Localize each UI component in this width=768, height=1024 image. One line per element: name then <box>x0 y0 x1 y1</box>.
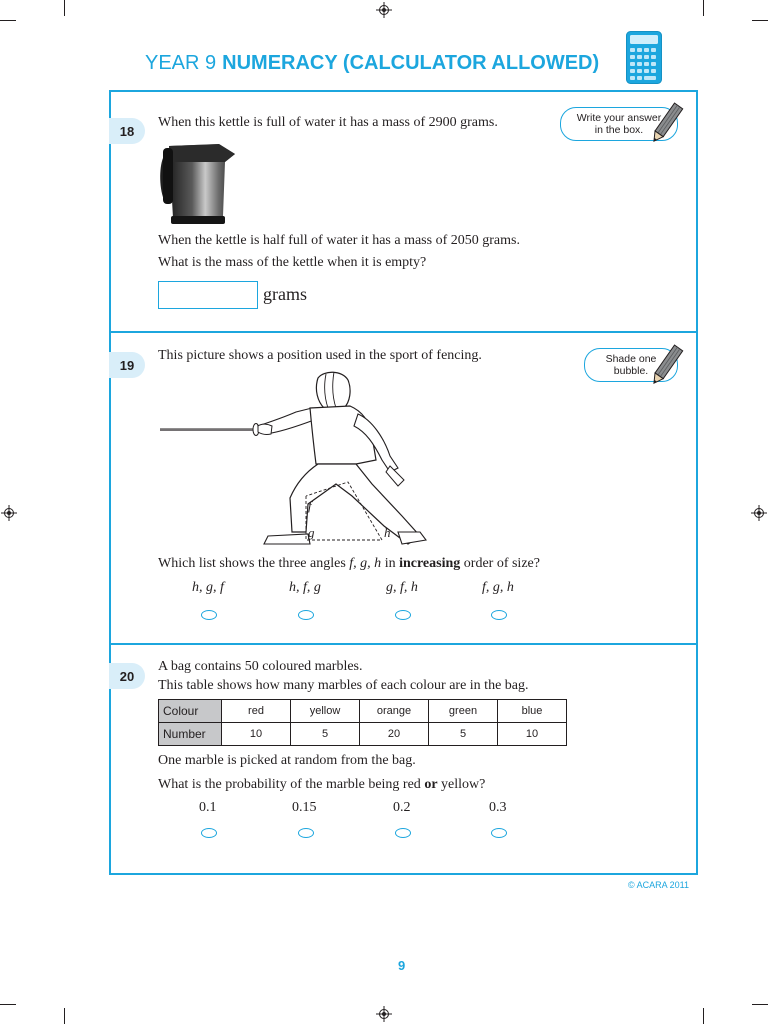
q19-option-d-label: f, g, h <box>482 580 514 595</box>
kettle-image <box>155 140 241 226</box>
question-mid: in <box>381 556 400 571</box>
q20-option-b-label: 0.15 <box>292 800 317 815</box>
angle-label-f: f <box>308 498 312 513</box>
pencil-icon <box>646 100 686 148</box>
q20-table-intro-text: This table shows how many marbles of each colour are in the bag. <box>158 678 529 693</box>
q19-intro-text: This picture shows a position used in the sport of fencing. <box>158 348 482 363</box>
q19-option-d-bubble[interactable] <box>491 610 507 620</box>
table-cell: 10 <box>498 723 567 746</box>
q20-option-b-bubble[interactable] <box>298 828 314 838</box>
page-title <box>145 52 599 75</box>
copyright-notice: © ACARA 2011 <box>628 880 690 890</box>
marbles-table <box>158 699 567 746</box>
subject-label: NUMERACY (CALCULATOR ALLOWED) <box>222 52 600 74</box>
table-cell: red <box>222 700 291 723</box>
question-vars: f, g, h <box>349 556 382 571</box>
calculator-icon <box>626 31 662 84</box>
question-number-20: 20 <box>109 663 145 689</box>
q19-option-a-bubble[interactable] <box>201 610 217 620</box>
registration-mark-icon <box>376 1006 392 1022</box>
instruction-line: bubble. <box>613 365 649 377</box>
q19-option-b-bubble[interactable] <box>298 610 314 620</box>
crop-mark <box>703 1008 704 1024</box>
crop-mark <box>64 0 65 16</box>
q19-option-c-label: g, f, h <box>386 580 418 595</box>
q18-intro-text: When this kettle is full of water it has a mass of 2900 grams. <box>158 115 498 130</box>
instruction-line: Write your answer <box>576 112 662 124</box>
q19-option-a-label: h, g, f <box>192 580 224 595</box>
question-bold: increasing <box>399 556 461 571</box>
table-cell: 10 <box>222 723 291 746</box>
q19-option-c-bubble[interactable] <box>395 610 411 620</box>
table-row-header: Colour <box>159 700 222 723</box>
crop-mark <box>752 20 768 21</box>
angle-label-h: h <box>384 525 391 540</box>
table-cell: orange <box>360 700 429 723</box>
question-suffix: order of size? <box>460 556 540 571</box>
angle-label-g: g <box>308 525 315 540</box>
pencil-icon <box>646 342 686 390</box>
year-label: YEAR 9 <box>145 52 217 74</box>
question-prefix: Which list shows the three angles <box>158 556 350 571</box>
crop-mark <box>64 1008 65 1024</box>
question-bold: or <box>424 777 438 792</box>
registration-mark-icon <box>376 2 392 18</box>
crop-mark <box>0 20 16 21</box>
q20-option-c-label: 0.2 <box>393 800 411 815</box>
question-divider <box>109 643 698 645</box>
q20-option-d-label: 0.3 <box>489 800 507 815</box>
table-cell: 5 <box>429 723 498 746</box>
instruction-line: Shade one <box>605 353 657 365</box>
table-row <box>159 723 567 746</box>
table-cell: 5 <box>291 723 360 746</box>
q19-option-b-label: h, f, g <box>289 580 321 595</box>
registration-mark-icon <box>751 505 767 521</box>
q19-question-text <box>158 555 540 573</box>
table-row <box>159 700 567 723</box>
registration-mark-icon <box>1 505 17 521</box>
instruction-line: in the box. <box>594 124 644 136</box>
question-number-19: 19 <box>109 352 145 378</box>
q20-option-d-bubble[interactable] <box>491 828 507 838</box>
q20-pick-text: One marble is picked at random from the bag. <box>158 753 416 768</box>
question-divider <box>109 331 698 333</box>
q20-intro-text: A bag contains 50 coloured marbles. <box>158 659 363 674</box>
q20-option-a-bubble[interactable] <box>201 828 217 838</box>
page-number: 9 <box>398 958 406 973</box>
table-cell: green <box>429 700 498 723</box>
unit-label: grams <box>263 284 307 304</box>
crop-mark <box>752 1004 768 1005</box>
q20-option-a-label: 0.1 <box>199 800 217 815</box>
q20-option-c-bubble[interactable] <box>395 828 411 838</box>
q18-question-text: What is the mass of the kettle when it is empty? <box>158 255 427 270</box>
fencer-illustration <box>158 368 438 548</box>
answer-input-box[interactable] <box>158 281 258 309</box>
table-cell: 20 <box>360 723 429 746</box>
table-cell: blue <box>498 700 567 723</box>
q20-question-text <box>158 776 485 794</box>
table-row-header: Number <box>159 723 222 746</box>
crop-mark <box>703 0 704 16</box>
q18-half-full-text: When the kettle is half full of water it has a mass of 2050 grams. <box>158 233 520 248</box>
question-number-18: 18 <box>109 118 145 144</box>
question-prefix: What is the probability of the marble being red <box>158 777 425 792</box>
question-suffix: yellow? <box>437 777 486 792</box>
crop-mark <box>0 1004 16 1005</box>
table-cell: yellow <box>291 700 360 723</box>
